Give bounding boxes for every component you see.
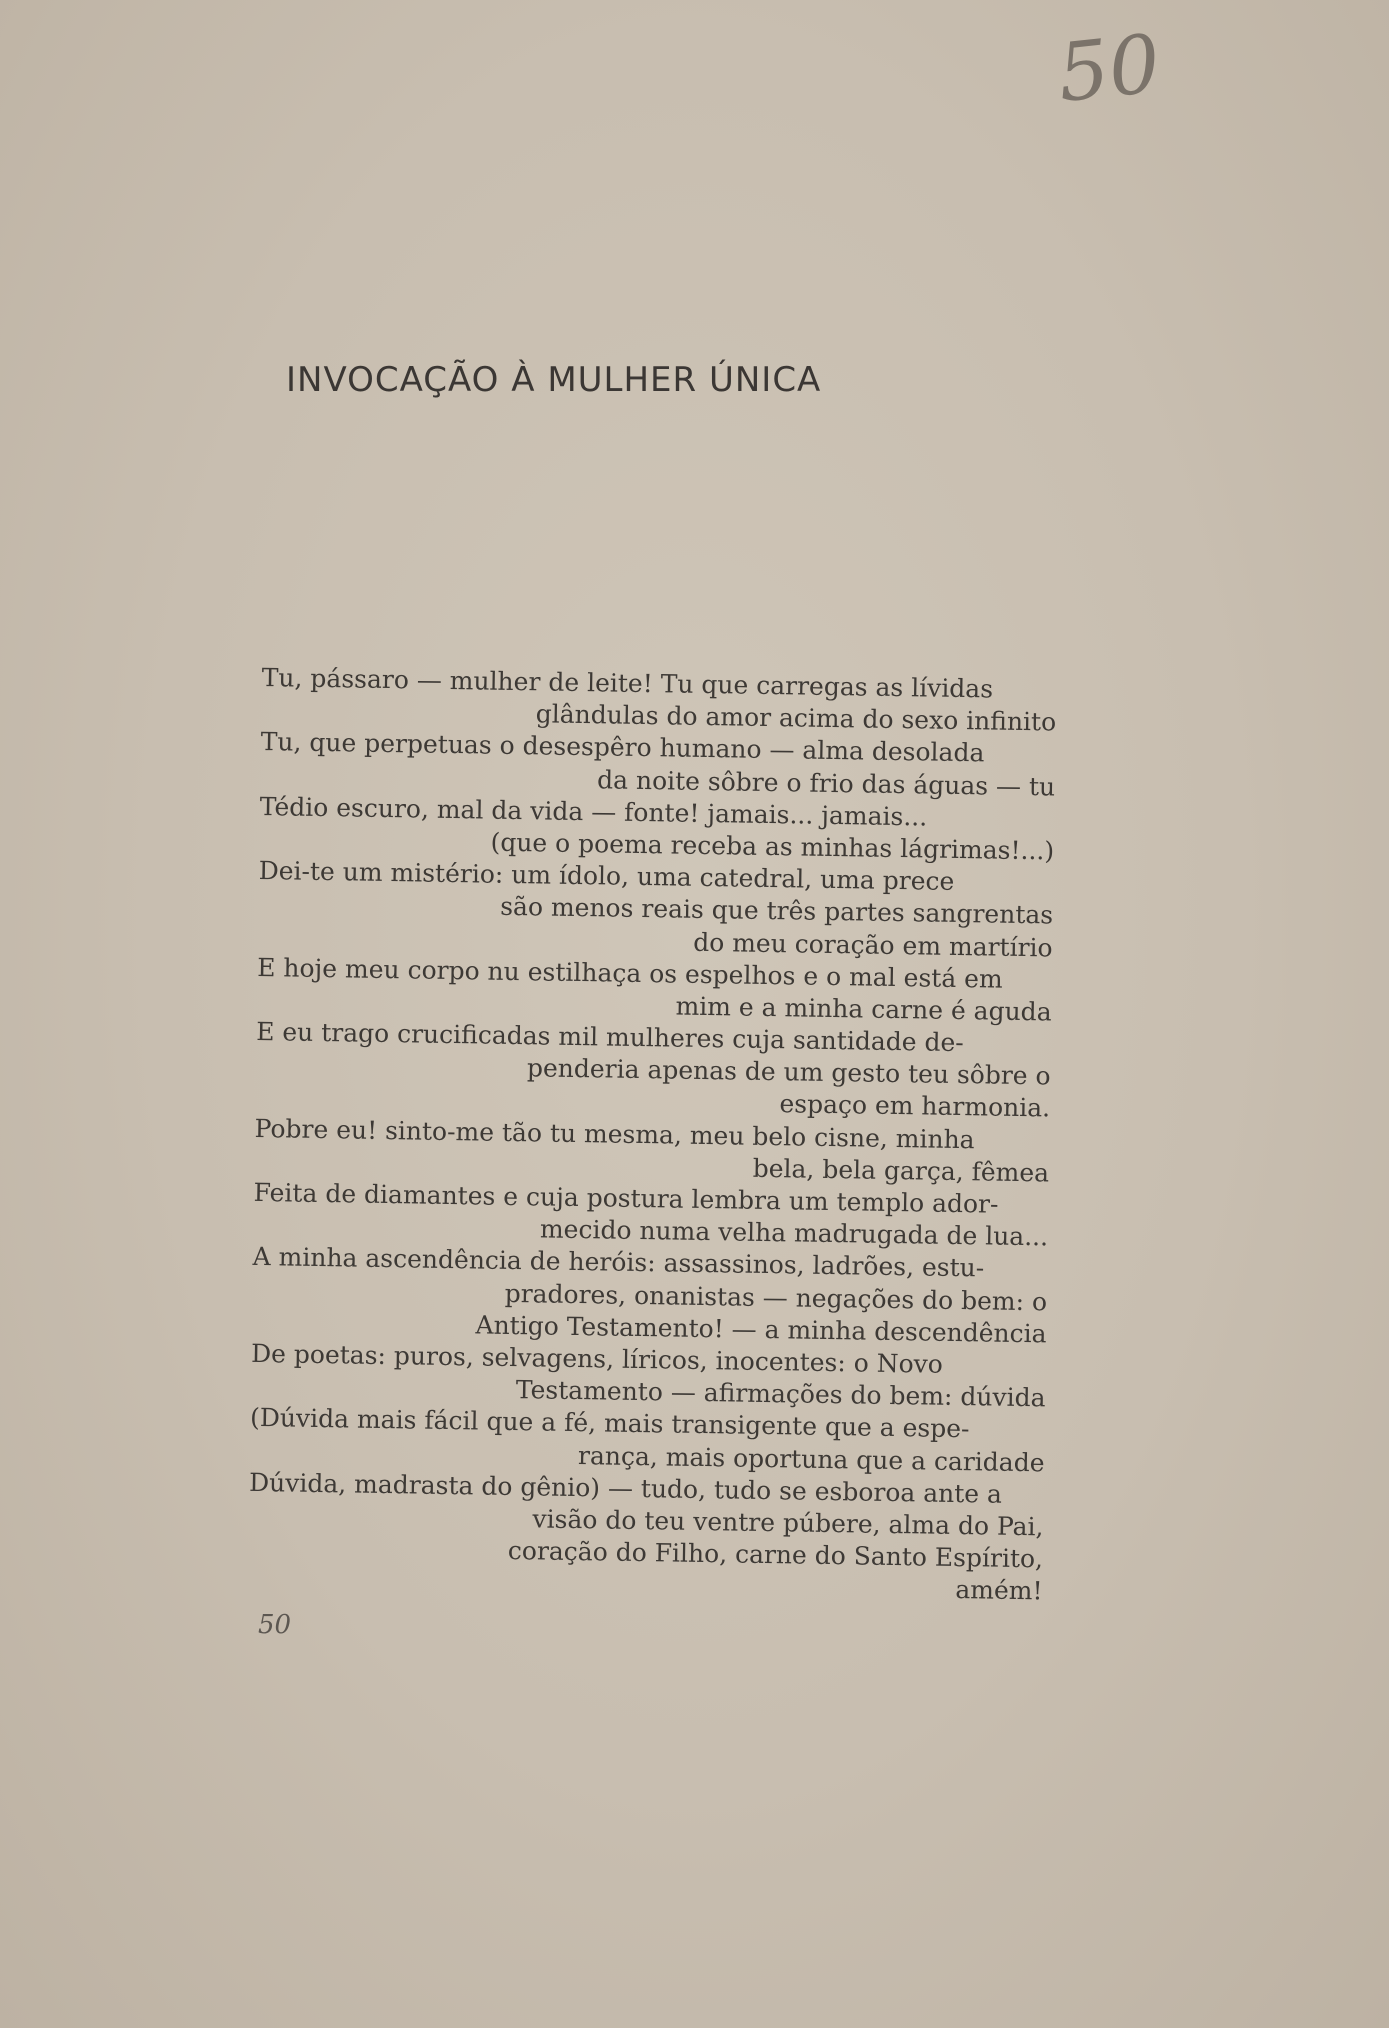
poem-line: E eu trago crucificadas mil mulheres cuja santidade de- (255, 1017, 964, 1058)
poem-line: Dei-te um mistério: um ídolo, uma catedral, uma prece (258, 856, 955, 897)
poem-line: E hoje meu corpo nu estilhaça os espelhos e o mal está em (256, 952, 1003, 994)
poem-line: mecido numa velha madrugada de lua... (539, 1214, 1049, 1252)
poem-line: visão do teu ventre púbere, alma do Pai, (532, 1504, 1044, 1542)
poem-body (247, 662, 1057, 1608)
poem-line: Tu, pássaro — mulher de leite! Tu que carregas as lívidas (261, 662, 994, 704)
poem-line: A minha ascendência de heróis: assassinos, ladrões, estu- (252, 1242, 985, 1283)
poem-line: espaço em harmonia. (779, 1089, 1051, 1123)
page-number: 50 (258, 1610, 292, 1640)
poem-line: mim e a minha carne é aguda (675, 991, 1052, 1027)
poem-line: são menos reais que três partes sangrentas (500, 892, 1054, 930)
poem-line: da noite sôbre o frio das águas — tu (596, 764, 1056, 802)
poem-line: Pobre eu! sinto-me tão tu mesma, meu belo cisne, minha (254, 1113, 975, 1154)
poem-line: De poetas: puros, selvagens, líricos, inocentes: o Novo (250, 1338, 944, 1379)
poem-line: Tu, que perpetuas o desespêro humano — alma desolada (260, 727, 985, 768)
poem-title: INVOCAÇÃO À MULHER ÚNICA (286, 360, 822, 400)
poem-line: rança, mais oportuna que a caridade (577, 1440, 1045, 1477)
poem-line: (Dúvida mais fácil que a fé, mais transigente que a espe- (249, 1403, 970, 1444)
poem-line: Dúvida, madrasta do gênio) — tudo, tudo se esboroa ante a (248, 1467, 1003, 1509)
poem-line: coração do Filho, carne do Santo Espírito, (507, 1536, 1044, 1574)
poem-line: Testamento — afirmações do bem: dúvida (515, 1375, 1046, 1413)
poem-line: glândulas do amor acima do sexo infinito (535, 699, 1057, 737)
poem-line: Feita de diamantes e cuja postura lembra um templo ador- (253, 1177, 999, 1219)
poem-line: penderia apenas de um gesto teu sôbre o (526, 1053, 1051, 1091)
handwritten-page-number: 50 (1053, 16, 1165, 121)
poem-line: (que o poema receba as minhas lágrimas!...) (490, 827, 1055, 866)
poem-line: do meu coração em martírio (693, 927, 1053, 962)
poem-line: Antigo Testamento! — a minha descendência (475, 1310, 1047, 1349)
poem-line: pradores, onanistas — negações do bem: o (504, 1278, 1048, 1316)
poem-line: bela, bela garça, fêmea (752, 1153, 1050, 1188)
poem-line: amém! (955, 1575, 1043, 1606)
poem-line: Tédio escuro, mal da vida — fonte! jamais... jamais... (259, 791, 928, 832)
